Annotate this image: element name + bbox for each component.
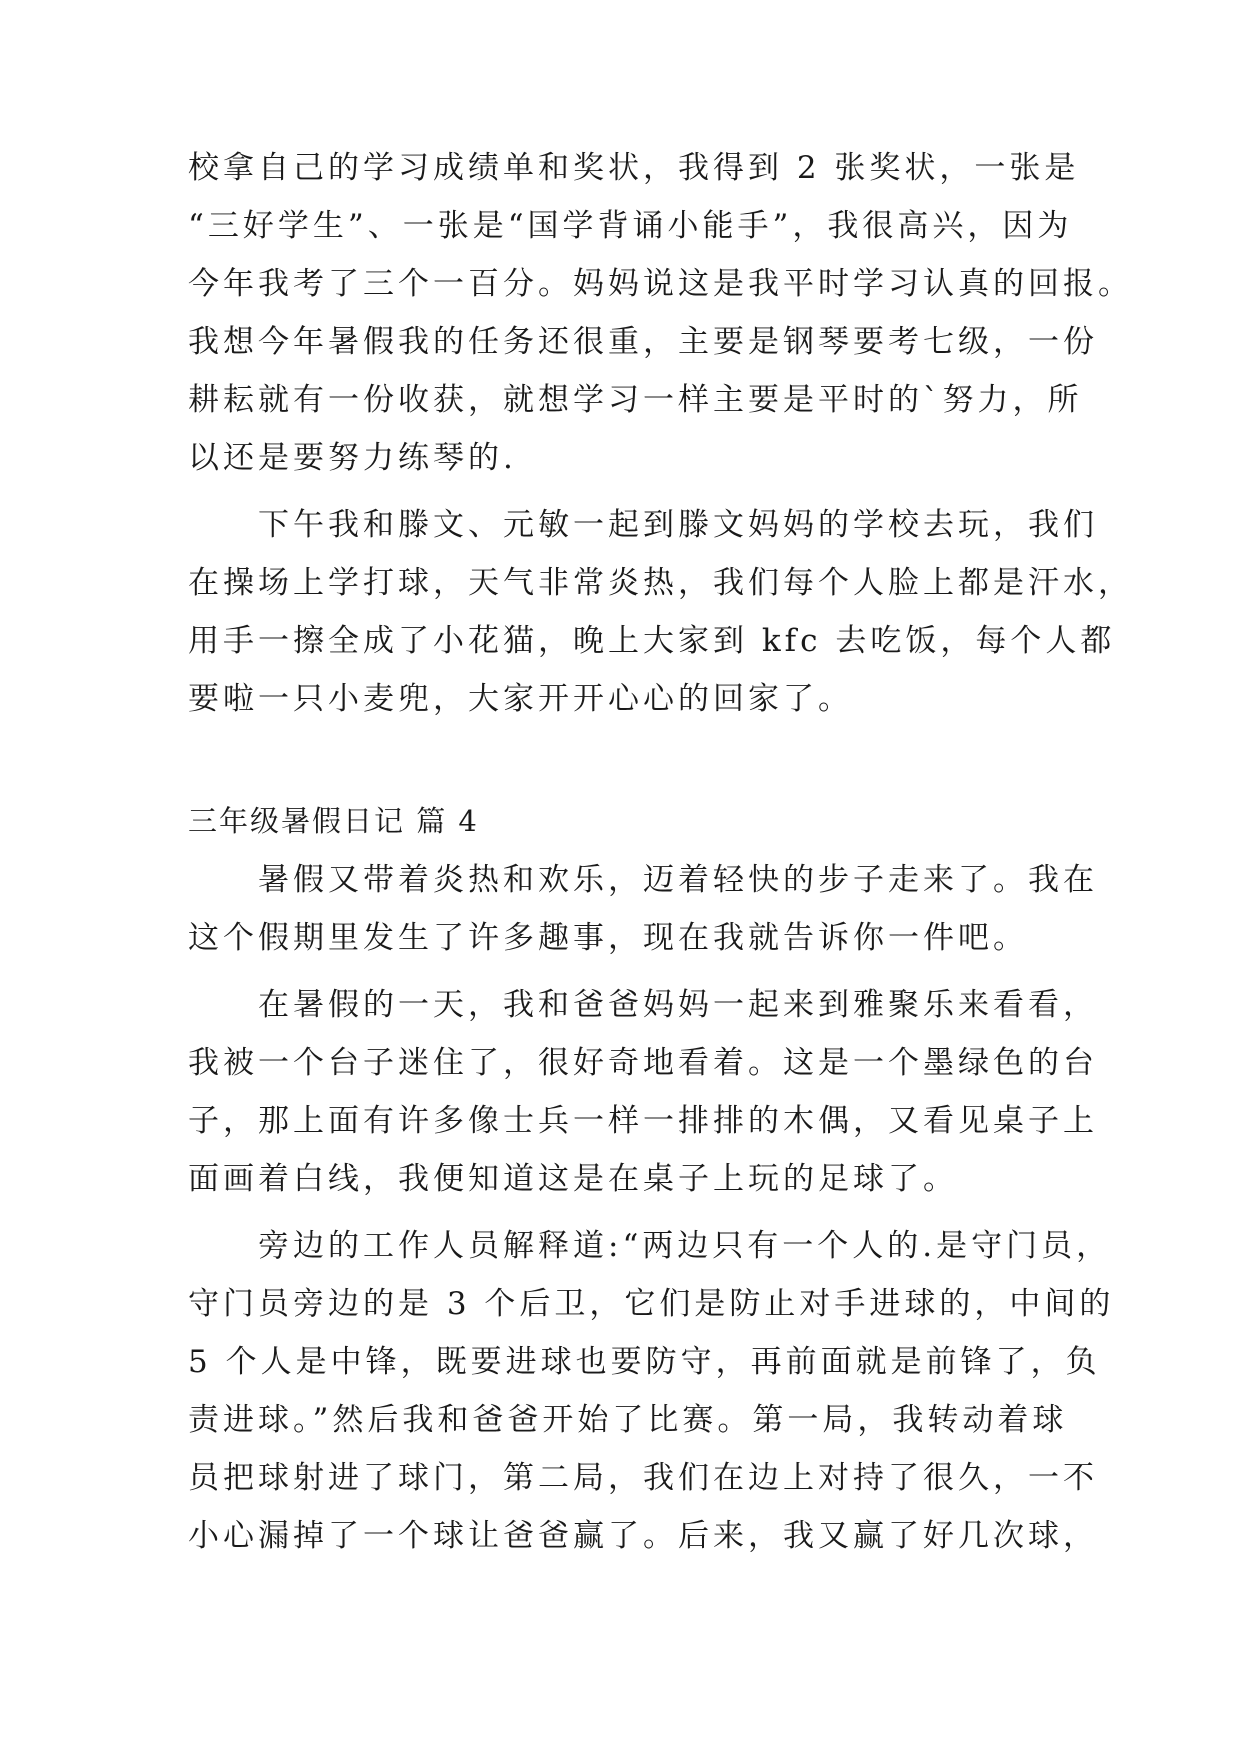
- paragraph-line: 暑假又带着炎热和欢乐，迈着轻快的步子走来了。我在: [258, 862, 1098, 898]
- paragraph-line: 今年我考了三个一百分。妈妈说这是我平时学习认真的回报。: [188, 266, 1133, 302]
- paragraph-line: 在暑假的一天，我和爸爸妈妈一起来到雅聚乐来看看，: [258, 987, 1098, 1023]
- paragraph-line: 旁边的工作人员解释道:“两边只有一个人的.是守门员，: [258, 1228, 1112, 1264]
- paragraph-line: 我想今年暑假我的任务还很重，主要是钢琴要考七级，一份: [188, 324, 1098, 360]
- paragraph-line: 在操场上学打球，天气非常炎热，我们每个人脸上都是汗水，: [188, 565, 1133, 601]
- paragraph-line: 校拿自己的学习成绩单和奖状，我得到 2 张奖状，一张是: [188, 150, 1080, 186]
- paragraph-line: 守门员旁边的是 3 个后卫，它们是防止对手进球的，中间的: [188, 1286, 1115, 1322]
- paragraph-line: 我被一个台子迷住了，很好奇地看着。这是一个墨绿色的台: [188, 1045, 1098, 1081]
- paragraph-line: 5 个人是中锋，既要进球也要防守，再前面就是前锋了，负: [188, 1344, 1101, 1380]
- paragraph-line: 责进球。”然后我和爸爸开始了比赛。第一局，我转动着球: [188, 1402, 1068, 1438]
- paragraph-line: 用手一擦全成了小花猫，晚上大家到 kfc 去吃饭，每个人都: [188, 623, 1116, 659]
- paragraph-line: 子，那上面有许多像士兵一样一排排的木偶，又看见桌子上: [188, 1103, 1098, 1139]
- paragraph-line: “三好学生”、一张是“国学背诵小能手”，我很高兴，因为: [188, 208, 1073, 244]
- paragraph-line: 耕耘就有一份收获，就想学习一样主要是平时的`努力，所: [188, 382, 1083, 418]
- paragraph-line: 小心漏掉了一个球让爸爸赢了。后来，我又赢了好几次球，: [188, 1518, 1098, 1554]
- section-heading: 三年级暑假日记 篇 4: [188, 804, 479, 838]
- paragraph-line: 下午我和滕文、元敏一起到滕文妈妈的学校去玩，我们: [258, 507, 1098, 543]
- paragraph-line: 要啦一只小麦兜，大家开开心心的回家了。: [188, 681, 853, 717]
- paragraph-line: 这个假期里发生了许多趣事，现在我就告诉你一件吧。: [188, 920, 1028, 956]
- paragraph-line: 员把球射进了球门，第二局，我们在边上对持了很久，一不: [188, 1460, 1098, 1496]
- paragraph-line: 以还是要努力练琴的.: [188, 440, 517, 476]
- paragraph-line: 面画着白线，我便知道这是在桌子上玩的足球了。: [188, 1161, 958, 1197]
